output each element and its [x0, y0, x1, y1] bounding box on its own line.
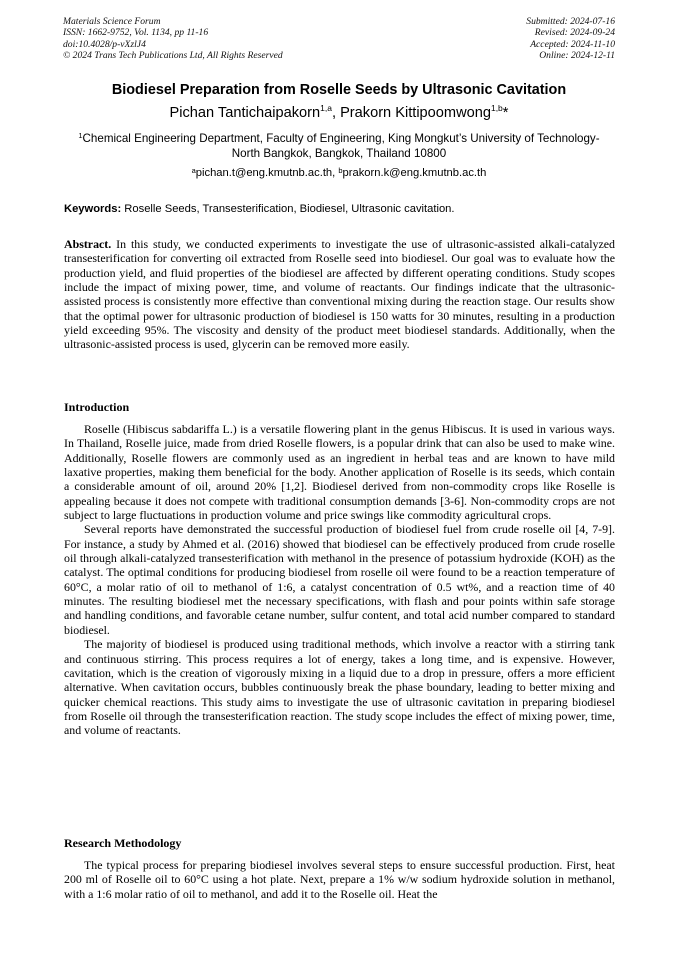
author-2: Prakorn Kittipoomwong: [340, 105, 491, 121]
intro-paragraph-3: The majority of biodiesel is produced using traditional methods, which involve a reactor with a stirring tank and continuous stirring. This process requires a lot of energy, takes a long time, and is expensive. However, cavitation, which is the creation of vigorously mixing in a liquid due to a drop in pressure, offers a more efficient alternative. When cavitation occurs, bubbles continuously break the phase boundary, leading to better mixing and quicker chemical reactions. This study aims to investigate the use of ultrasonic cavitation in preparing biodiesel from Roselle oil through the transesterification reaction. The study scope includes the effect of mixing power, time, and volume of reactants.: [64, 637, 615, 738]
email-b-link[interactable]: prakorn.k@eng.kmutnb.ac.th: [342, 167, 487, 179]
author-2-affil-mark: 1,b: [490, 103, 503, 113]
introduction-body: [64, 422, 615, 738]
affiliation-text: Chemical Engineering Department, Faculty of Engineering, King Mongkut’s University of Technology-North Bangkok, Bangkok, Thailand 10800: [82, 132, 600, 160]
method-paragraph-1: The typical process for preparing biodiesel involves several steps to ensure successful production. First, heat 200 ml of Roselle oil to 60°C using a hot plate. Next, prepare a 1% w/w sodium hydroxide solution in methanol, with a 1:6 molar ratio of oil to methanol, and add it to the Roselle oil. Heat the: [64, 858, 615, 901]
abstract-text: In this study, we conducted experiments to investigate the use of ultrasonic-assisted alkali-catalyzed transesterification for converting oil extracted from Roselle seed into biodiesel. Our goal was to evaluate how the production yield, and fluid properties of the biodiesel are affected by different operating conditions. Study scopes include the impact of mixing power, time, and volume of reactants. Our findings indicate that the ultrasonic-assisted process is consistently more effective than conventional mixing during the reaction stage. Our results show that the optimal power for ultrasonic production of biodiesel is 150 watts for 30 minutes, resulting in a production yield exceeding 95%. The viscosity and density of the product meet biodiesel standards. Additionally, when the ultrasonic-assisted process is used, glycerin can be removed more easily.: [64, 237, 615, 352]
submitted-date: Submitted: 2024-07-16: [526, 16, 615, 27]
author-1-affil-mark: 1,a: [320, 103, 332, 113]
affiliation: [70, 132, 608, 161]
online-date: Online: 2024-12-11: [539, 50, 615, 62]
abstract-block: [64, 237, 615, 352]
author-line: [40, 105, 638, 121]
email-b-mark: b: [338, 166, 343, 175]
author-separator: ,: [331, 105, 341, 121]
abstract-paragraph: [64, 237, 615, 352]
copyright: © 2024 Trans Tech Publications Ltd, All Rights Reserved: [63, 50, 283, 62]
revised-date: Revised: 2024-09-24: [534, 27, 615, 39]
journal-info: [63, 16, 283, 62]
issn-volume: ISSN: 1662-9752, Vol. 1134, pp 11-16: [63, 27, 209, 39]
affiliation-mark: 1: [78, 131, 83, 140]
email-a-mark: a: [191, 166, 196, 175]
doi[interactable]: doi:10.4028/p-vXzlJ4: [63, 38, 146, 50]
paper-title: Biodiesel Preparation from Roselle Seeds by Ultrasonic Cavitation: [111, 82, 567, 98]
author-1: Pichan Tantichaipakorn: [169, 105, 321, 121]
abstract-label: Abstract.: [64, 237, 112, 251]
methodology-body: [64, 858, 615, 901]
intro-paragraph-1: Roselle (Hibiscus sabdariffa L.) is a versatile flowering plant in the genus Hibiscus. It is used in various ways. In Thailand, Roselle juice, made from dried Roselle flowers, is a popular drink that can also be used to make wine. Additionally, Roselle flowers are commonly used as an ingredient in herbal teas and are known to have mild laxative properties, making them beneficial for the body. Another application of Roselle is its seeds, which contain a considerable amount of oil, around 20% [1,2]. Biodiesel derived from non-commodity crops like Roselle is appealing because it does not compete with traditional consumption demands [3-6]. Non-commodity crops are not subject to large fluctuations in production volume and price swings like commodity agricultural crops.: [64, 422, 615, 523]
corresponding-mark: *: [502, 105, 509, 121]
email-a-link[interactable]: pichan.t@eng.kmutnb.ac.th: [195, 167, 333, 179]
author-emails: [70, 167, 608, 179]
keywords-text: Roselle Seeds, Transesterification, Biodiesel, Ultrasonic cavitation.: [121, 203, 455, 215]
introduction-heading: Introduction: [64, 400, 130, 414]
email-separator: ,: [332, 167, 339, 179]
intro-paragraph-2: Several reports have demonstrated the successful production of biodiesel fuel from crude roselle oil [4, 7-9]. For instance, a study by Ahmed et al. (2016) showed that biodiesel can be effectively produced from crude roselle oil through alkali-catalyzed transesterification with methanol in the presence of potassium hydroxide (KOH) as the catalyst. The optimal conditions for producing biodiesel from roselle oil were found to be a reaction temperature of 60°C, a molar ratio of oil to methanol of 1:6, a catalyst concentration of 0.5 wt%, and a reaction time of 40 minutes. The resulting biodiesel met the necessary specifications, with flash and pour points within safe storage and handling conditions, and favorable cetane number, sulfur content, and total acid number compared to standard biodiesel.: [64, 522, 615, 637]
keywords-label: Keywords:: [64, 203, 122, 215]
methodology-heading: Research Methodology: [64, 836, 182, 850]
accepted-date: Accepted: 2024-11-10: [530, 38, 615, 50]
keywords: [64, 203, 616, 215]
publication-dates: [526, 16, 615, 62]
journal-name: Materials Science Forum: [63, 16, 161, 27]
